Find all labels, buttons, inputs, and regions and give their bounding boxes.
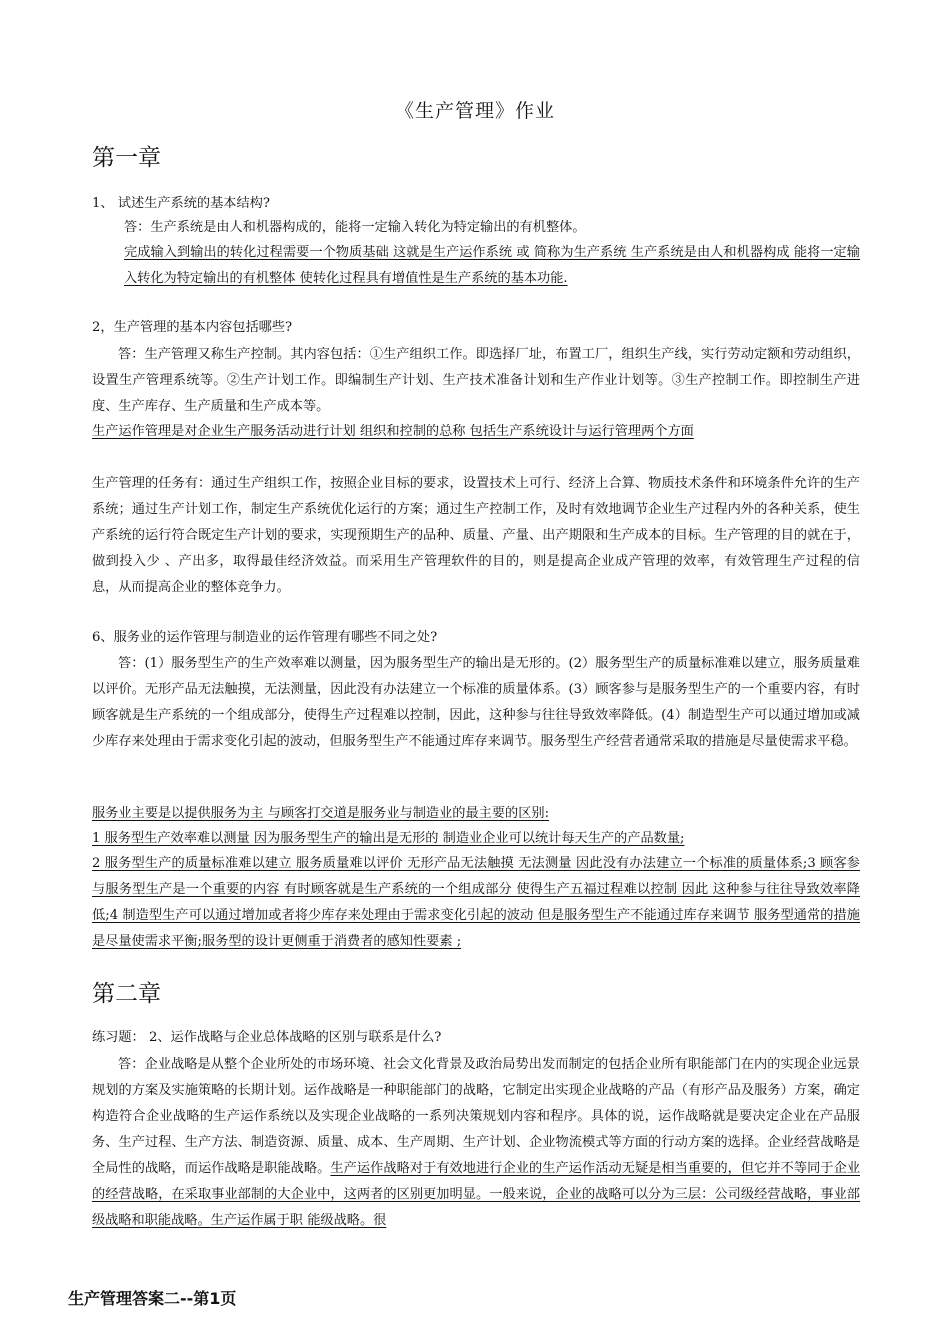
answer-1: 答：生产系统是由人和机器构成的，能将一定输入转化为特定输出的有机整体。 <box>124 220 586 235</box>
chapter-2-answer-2 <box>92 1052 860 1234</box>
answer-2-note: 生产运作管理是对企业生产服务活动进行计划 组织和控制的总称 包括生产系统设计与运行管理两个方面 <box>92 424 694 439</box>
page-footer: 生产管理答案二--第1页 <box>68 1289 237 1308</box>
document-title: 《生产管理》作业 <box>394 100 555 122</box>
question-1: 1、 试述生产系统的基本结构? <box>92 196 270 211</box>
chapter-2-heading: 第二章 <box>92 981 161 1007</box>
answer-text-plain: 答：企业战略是从整个企业所处的市场环境、社会文化背景及政治局势出发而制定的包括企业所有职能部门在内的实现企业远景规划的方案及实施策略的长期计划。运作战略是一种职能部门的战略，它制定出实现企业战略的产品（有形产品及服务）方案，确定构造符合企业战略的生产运作系统以及实现企业战略的一系列决策规划内容和程序。具体的说，运作战略就是要决定企业在产品服务、生产过程、生产方法、制造资源、质量、成本、生产周期、生产计划、企业物流模式等方面的行动方案的选择。企业经营战略是全局性的战略，而运作战略是职能战略。 <box>92 1057 860 1176</box>
answer-6-note-1: 服务业主要是以提供服务为主 与顾客打交道是服务业与制造业的最主要的区别: <box>92 806 550 821</box>
question-6: 6、服务业的运作管理与制造业的运作管理有哪些不同之处? <box>92 630 438 645</box>
answer-1-note: 完成输入到输出的转化过程需要一个物质基础 这就是生产运作系统 或 简称为生产系统 生产系统是由人和机器构成 能将一定输入转化为特定输出的有机整体 使转化过程具有增值性是生产系统的基本功能. <box>124 245 860 286</box>
answer-6-note-3: 2 服务型生产的质量标准难以建立 服务质量难以评价 无形产品无法触摸 无法测量 因此没有办法建立一个标准的质量体系;3 顾客参与服务型生产是一个重要的内容 有时顾客就是生产系统的一个组成部分 使得生产五福过程难以控制 因此 这种参与往往导致效率降低;4 制造型生产可以通过增加或者将少库存来处理由于需求变化引起的波动 但是服务型生产不能通过库存来调节 服务型通常的措施是尽量使需求平衡;服务型的设计更侧重于消费者的感知性要素 ; <box>92 856 860 949</box>
chapter-2-question-2: 练习题： 2、运作战略与企业总体战略的区别与联系是什么? <box>92 1030 442 1045</box>
question-2: 2，生产管理的基本内容包括哪些? <box>92 320 293 335</box>
answer-6-note-2: 1 服务型生产效率难以测量 因为服务型生产的输出是无形的 制造业企业可以统计每天生产的产品数量; <box>92 831 685 846</box>
answer-2-tasks: 生产管理的任务有：通过生产组织工作，按照企业目标的要求，设置技术上可行、经济上合算、物质技术条件和环境条件允许的生产系统；通过生产计划工作，制定生产系统优化运行的方案；通过生产控制工作，及时有效地调节企业生产过程内外的各种关系，使生产系统的运行符合既定生产计划的要求，实现预期生产的品种、质量、产量、出产期限和生产成本的目标。生产管理的目的就在于，做到投入少 、产出多，取得最佳经济效益。而采用生产管理软件的目的，则是提高企业成产管理的效率，有效管理生产过程的信息，从而提高企业的整体竞争力。 <box>92 476 860 595</box>
chapter-1-heading: 第一章 <box>92 145 161 171</box>
answer-2: 答：生产管理又称生产控制。其内容包括：①生产组织工作。即选择厂址，布置工厂，组织生产线，实行劳动定额和劳动组织，设置生产管理系统等。②生产计划工作。即编制生产计划、生产技术准备计划和生产作业计划等。③生产控制工作。即控制生产进度、生产库存、生产质量和生产成本等。 <box>92 347 860 414</box>
answer-6: 答：(1）服务型生产的生产效率难以测量，因为服务型生产的输出是无形的。(2）服务型生产的质量标准难以建立，服务质量难以评价。无形产品无法触摸，无法测量，因此没有办法建立一个标准的质量体系。(3）顾客参与是服务型生产的一个重要内容，有时顾客就是生产系统的一个组成部分，使得生产过程难以控制，因此，这种参与往往导致效率降低。(4）制造型生产可以通过增加或减少库存来处理由于需求变化引起的波动，但服务型生产不能通过库存来调节。服务型生产经营者通常采取的措施是尽量使需求平稳。 <box>92 656 860 749</box>
answer-text-underlined: 生产运作战略对于有效地进行企业的生产运作活动无疑是相当重要的，但它并不等同于企业的经营战略，在采取事业部制的大企业中，这两者的区别更加明显。一般来说，企业的战略可以分为三层：公司级经营战略，事业部级战略和职能战略。生产运作属于职 能级战略。很 <box>92 1161 861 1228</box>
